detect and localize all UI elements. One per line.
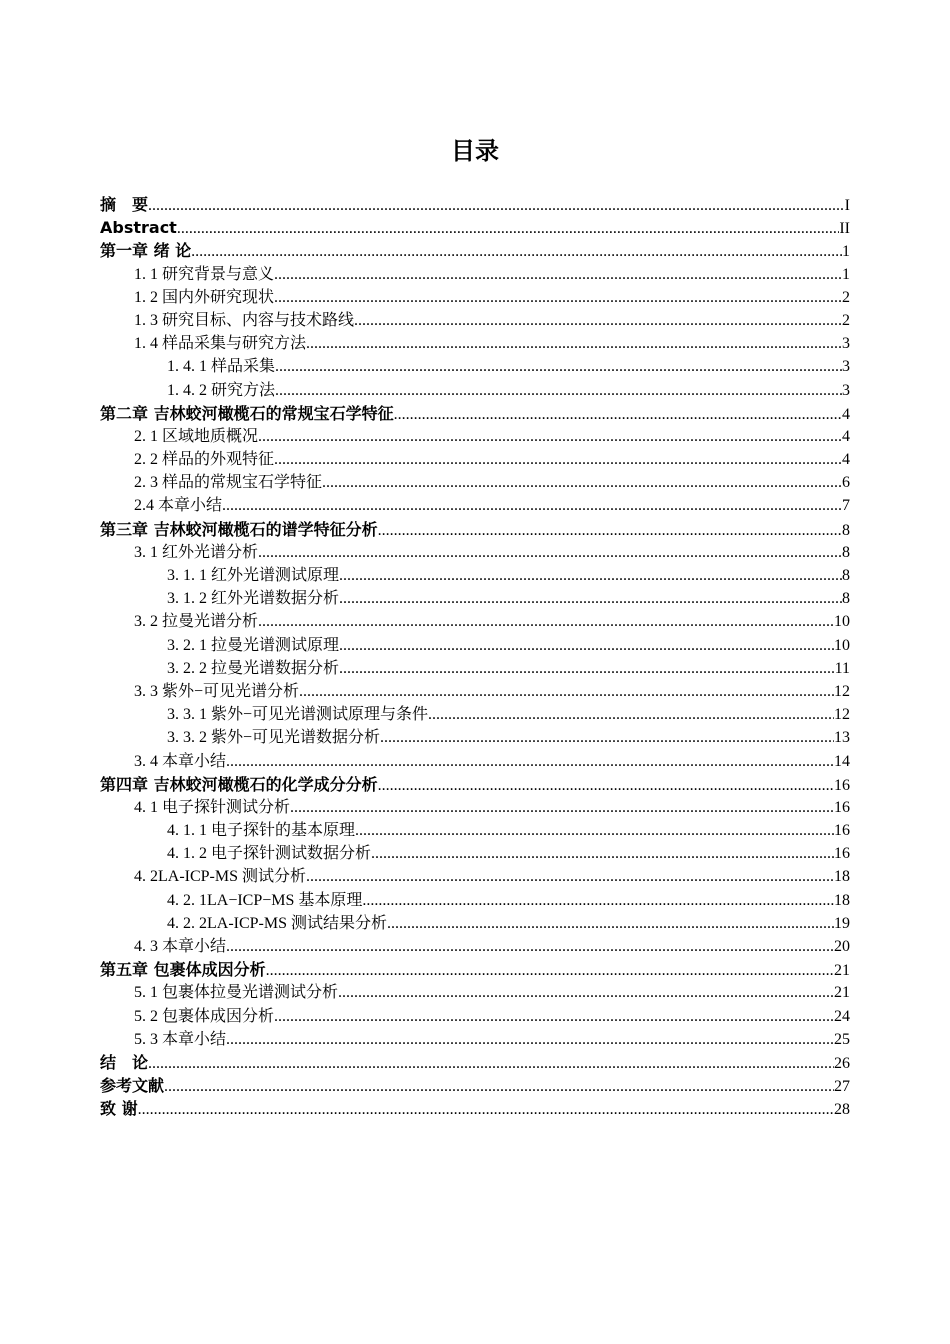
toc-entry-label: 4. 3 本章小结 <box>134 938 227 955</box>
toc-entry[interactable] <box>100 1097 850 1120</box>
toc-entry-page-number: 26 <box>834 1054 850 1072</box>
toc-dot-leader <box>275 355 842 378</box>
toc-entry-label: 参考文献 <box>100 1076 165 1096</box>
toc-entry-page-number: 7 <box>842 497 850 515</box>
toc-entry-page-number: 27 <box>834 1078 850 1096</box>
toc-entry-label: 1. 4 样品采集与研究方法 <box>134 335 307 353</box>
toc-dot-leader <box>274 263 842 286</box>
toc-entry-page-number: 1 <box>842 243 850 261</box>
toc-entry-label: 4. 1. 1 电子探针的基本原理 <box>167 822 356 840</box>
toc-entry[interactable] <box>100 355 850 378</box>
toc-entry[interactable] <box>100 726 850 749</box>
toc-entry-label: 5. 3 本章小结 <box>134 1030 227 1048</box>
toc-dot-leader <box>222 494 842 517</box>
toc-entry-page-number: 4 <box>842 451 850 469</box>
toc-entry-label: 第二章 吉林蛟河橄榄石的常规宝石学特征 <box>100 403 394 423</box>
toc-entry-label: 2. 3 样品的常规宝石学特征 <box>134 474 323 492</box>
toc-entry[interactable] <box>100 379 850 402</box>
toc-entry-page-number: 3 <box>842 381 850 399</box>
toc-entry-page-number: 12 <box>834 706 850 724</box>
toc-entry[interactable] <box>100 518 850 541</box>
toc-dot-leader <box>226 750 834 773</box>
toc-entry-label: 1. 4. 2 研究方法 <box>167 381 276 399</box>
toc-entry[interactable] <box>100 865 850 888</box>
toc-entry-page-number: 19 <box>834 914 850 932</box>
toc-dot-leader <box>380 726 834 749</box>
toc-dot-leader <box>274 286 842 309</box>
toc-entry-page-number: 28 <box>834 1101 850 1119</box>
toc-entry[interactable] <box>100 494 850 517</box>
toc-entry-label: 结 论 <box>100 1052 149 1072</box>
toc-dot-leader <box>387 912 834 935</box>
toc-entry-page-number: 16 <box>834 845 850 863</box>
toc-dot-leader <box>177 217 840 240</box>
toc-dot-leader <box>164 1075 834 1098</box>
toc-entry-label: 5. 1 包裹体拉曼光谱测试分析 <box>134 984 339 1002</box>
toc-entry[interactable] <box>100 402 850 425</box>
toc-dot-leader <box>362 889 834 912</box>
toc-entry[interactable] <box>100 1074 850 1097</box>
toc-title: 目录 <box>451 137 499 165</box>
toc-dot-leader <box>274 448 842 471</box>
toc-entry[interactable] <box>100 564 850 587</box>
toc-entry[interactable] <box>100 981 850 1004</box>
toc-entry-label: 4. 2. 2LA-ICP-MS 测试结果分析 <box>167 914 388 932</box>
toc-entry[interactable] <box>100 634 850 657</box>
toc-entry[interactable] <box>100 239 850 262</box>
toc-entry-label: 4. 2LA-ICP-MS 测试分析 <box>134 868 307 886</box>
toc-entry-page-number: 6 <box>842 474 850 492</box>
toc-entry[interactable] <box>100 889 850 912</box>
toc-entry-label: 3. 1. 1 红外光谱测试原理 <box>167 567 340 584</box>
toc-entry[interactable] <box>100 541 850 564</box>
toc-entry-page-number: 8 <box>842 543 850 561</box>
toc-dot-leader <box>306 332 842 355</box>
toc-entry[interactable] <box>100 309 850 332</box>
toc-entry-label: 1. 3 研究目标、内容与技术路线 <box>134 311 355 329</box>
toc-dot-leader <box>306 865 834 888</box>
toc-dot-leader <box>354 309 842 332</box>
toc-entry-label: 4. 1 电子探针测试分析 <box>134 798 291 816</box>
toc-dot-leader <box>138 1098 834 1121</box>
toc-entry-label: 2. 2 样品的外观特征 <box>134 451 275 469</box>
toc-entry[interactable] <box>100 796 850 819</box>
toc-entry[interactable] <box>100 1028 850 1051</box>
toc-dot-leader <box>355 819 834 842</box>
toc-entry-page-number: 4 <box>842 427 850 445</box>
toc-dot-leader <box>339 564 842 587</box>
toc-entry-label: 第三章 吉林蛟河橄榄石的谱学特征分析 <box>100 519 378 539</box>
toc-entry-label: 致 谢 <box>100 1099 138 1119</box>
toc-entry-page-number: 10 <box>834 636 850 654</box>
toc-entry[interactable] <box>100 425 850 448</box>
toc-entry-label: 2. 1 区域地质概况 <box>134 427 259 445</box>
toc-entry-page-number: 18 <box>834 868 850 886</box>
toc-dot-leader <box>299 680 834 703</box>
toc-dot-leader <box>191 240 842 263</box>
toc-entry-page-number: 2 <box>842 311 850 329</box>
toc-entry-page-number: 16 <box>834 798 850 816</box>
toc-dot-leader <box>258 541 842 564</box>
toc-entry-label: 3. 2. 2 拉曼光谱数据分析 <box>167 659 340 677</box>
toc-entry-page-number: 12 <box>834 682 850 700</box>
toc-entry-page-number: 2 <box>842 288 850 306</box>
toc-entry[interactable] <box>100 448 850 471</box>
toc-entry-label: 3. 3. 2 紫外−可见光谱数据分析 <box>167 729 381 747</box>
toc-entry-page-number: 8 <box>842 567 850 584</box>
toc-entry[interactable] <box>100 773 850 796</box>
toc-entry-label: 4. 1. 2 电子探针测试数据分析 <box>167 845 372 863</box>
toc-dot-leader <box>428 703 834 726</box>
toc-entry[interactable] <box>100 193 850 216</box>
toc-entry-page-number: 14 <box>834 752 850 770</box>
toc-entry-label: 3. 3. 1 紫外−可见光谱测试原理与条件 <box>167 706 429 724</box>
toc-entry-page-number: 1 <box>842 265 850 283</box>
toc-entry-page-number: 25 <box>834 1030 850 1048</box>
toc-entry[interactable] <box>100 819 850 842</box>
toc-dot-leader <box>322 471 842 494</box>
toc-dot-leader <box>258 425 842 448</box>
toc-dot-leader <box>258 610 834 633</box>
toc-entry-page-number: 10 <box>834 613 850 631</box>
toc-entry-label: 3. 2 拉曼光谱分析 <box>134 613 259 631</box>
toc-dot-leader <box>339 587 842 610</box>
table-of-contents <box>100 193 850 1121</box>
toc-entry[interactable] <box>100 912 850 935</box>
toc-entry[interactable] <box>100 610 850 633</box>
toc-entry[interactable] <box>100 587 850 610</box>
toc-entry-page-number: 16 <box>834 776 850 794</box>
toc-dot-leader <box>339 634 834 657</box>
toc-entry-label: 第一章 绪 论 <box>100 241 192 261</box>
toc-entry-page-number: 24 <box>834 1007 850 1025</box>
toc-dot-leader <box>339 657 835 680</box>
toc-entry-page-number: I <box>844 197 850 214</box>
toc-entry[interactable] <box>100 657 850 680</box>
toc-dot-leader <box>378 519 842 542</box>
toc-entry-label: 1. 2 国内外研究现状 <box>134 288 275 306</box>
toc-entry-page-number: 8 <box>842 521 850 539</box>
toc-entry[interactable] <box>100 842 850 865</box>
toc-entry-page-number: 4 <box>842 405 850 423</box>
toc-entry-page-number: 3 <box>842 335 850 353</box>
toc-entry-page-number: 20 <box>834 938 850 955</box>
toc-entry-label: 1. 4. 1 样品采集 <box>167 358 276 376</box>
toc-dot-leader <box>274 1005 834 1028</box>
toc-entry-label: 3. 4 本章小结 <box>134 752 227 770</box>
toc-entry[interactable] <box>100 750 850 773</box>
toc-entry-page-number: 21 <box>834 962 850 980</box>
toc-dot-leader <box>290 796 834 819</box>
toc-entry[interactable] <box>100 286 850 309</box>
toc-dot-leader <box>371 842 834 865</box>
toc-entry-label: 1. 1 研究背景与意义 <box>134 265 275 283</box>
toc-entry[interactable] <box>100 263 850 286</box>
toc-entry-label: 3. 1 红外光谱分析 <box>134 543 259 561</box>
toc-entry-label: 第五章 包裹体成因分析 <box>100 960 266 980</box>
toc-entry[interactable] <box>100 216 850 239</box>
toc-entry-page-number: 13 <box>834 729 850 747</box>
toc-entry[interactable] <box>100 471 850 494</box>
toc-entry[interactable] <box>100 680 850 703</box>
toc-entry-label: 3. 2. 1 拉曼光谱测试原理 <box>167 636 340 654</box>
toc-entry-page-number: 8 <box>842 590 850 608</box>
toc-dot-leader <box>148 194 845 217</box>
toc-entry[interactable] <box>100 703 850 726</box>
toc-entry-page-number: 18 <box>834 891 850 909</box>
toc-dot-leader <box>338 981 834 1004</box>
toc-entry[interactable] <box>100 1051 850 1074</box>
toc-entry-page-number: 3 <box>842 358 850 376</box>
toc-dot-leader <box>226 1028 834 1051</box>
toc-dot-leader <box>378 774 834 797</box>
toc-entry-label: 5. 2 包裹体成因分析 <box>134 1007 275 1025</box>
toc-entry-label: 4. 2. 1LA−ICP−MS 基本原理 <box>167 891 363 909</box>
toc-dot-leader <box>148 1052 834 1075</box>
toc-entry-label: 第四章 吉林蛟河橄榄石的化学成分分析 <box>100 774 378 794</box>
toc-entry-page-number: 11 <box>834 659 850 677</box>
toc-entry-label: 3. 3 紫外−可见光谱分析 <box>134 682 300 700</box>
toc-entry-page-number: II <box>839 220 850 238</box>
toc-entry-label: Abstract <box>100 218 177 238</box>
toc-entry-label: 摘 要 <box>100 195 149 214</box>
toc-entry-page-number: 16 <box>834 822 850 840</box>
toc-entry[interactable] <box>100 935 850 958</box>
toc-dot-leader <box>275 379 842 402</box>
toc-entry[interactable] <box>100 1005 850 1028</box>
toc-dot-leader <box>266 959 834 982</box>
toc-entry-label: 2.4 本章小结 <box>134 497 223 515</box>
toc-entry-label: 3. 1. 2 红外光谱数据分析 <box>167 590 340 608</box>
toc-entry-page-number: 21 <box>834 984 850 1002</box>
toc-entry[interactable] <box>100 332 850 355</box>
toc-dot-leader <box>226 935 834 958</box>
toc-dot-leader <box>394 403 842 426</box>
toc-entry[interactable] <box>100 958 850 981</box>
